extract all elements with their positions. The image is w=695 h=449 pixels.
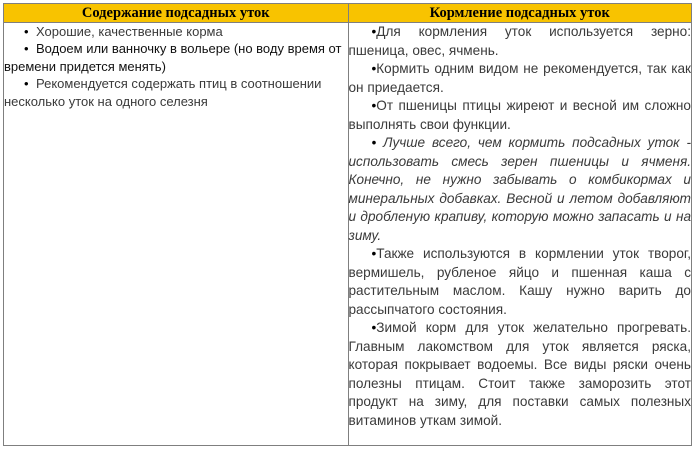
bullet-icon: • [371, 24, 377, 39]
bullet-icon: • [371, 98, 377, 113]
feeding-paragraph: •Зимой корм для уток желательно прогревать. Главным лакомством для уток является ряска, которая покрывает водоемы. Все виды ряски очень полезны птицам. Стоит также заморозить этот продукт на зиму, для поставки самых полезных витаминов уткам зимой. [348, 320, 691, 428]
bullet-icon: • [371, 61, 377, 76]
feeding-paragraph: •От пшеницы птицы жиреют и весной им сложно выполнять свои функции. [348, 98, 691, 132]
bullet-icon: • [371, 320, 377, 335]
feeding-cell [348, 23, 692, 446]
feeding-paragraph: •Для кормления уток используется зерно: пшеница, овес, ячмень. [348, 24, 691, 58]
header-feeding: Кормление подсадных уток [348, 4, 692, 23]
list-item: • Рекомендуется содержать птиц в соотношении несколько уток на одного селезня [4, 76, 322, 109]
duck-care-table [3, 3, 692, 446]
bullet-icon: • [371, 246, 377, 261]
table-body-row [4, 23, 692, 446]
feeding-paragraph: •Также используются в кормлении уток творог, вермишель, рубленое яйцо и пшенная каша с растительным маслом. Кашу нужно варить до рассыпчатого состояния. [348, 246, 691, 317]
care-cell [4, 23, 349, 446]
bullet-icon: • [24, 24, 29, 39]
feeding-paragraph: •Кормить одним видом не рекомендуется, так как он приедается. [348, 61, 691, 95]
bullet-icon: • [24, 76, 29, 92]
bullet-icon: • [24, 41, 29, 57]
list-item: • Хорошие, качественные корма [24, 24, 223, 39]
bullet-icon: • [371, 135, 377, 150]
feeding-paragraph-italic: • Лучше всего, чем кормить подсадных уток - использовать смесь зерен пшеницы и ячменя. Конечно, не нужно забывать о комбикормах и минеральных добавках. Весной и летом добавляют и дробленую крапиву, которую можно запасать и на зиму. [348, 135, 691, 243]
table-header-row [4, 4, 692, 23]
header-care: Содержание подсадных уток [4, 4, 349, 23]
list-item: • Водоем или ванночку в вольере (но воду время от времени придется менять) [4, 41, 342, 74]
